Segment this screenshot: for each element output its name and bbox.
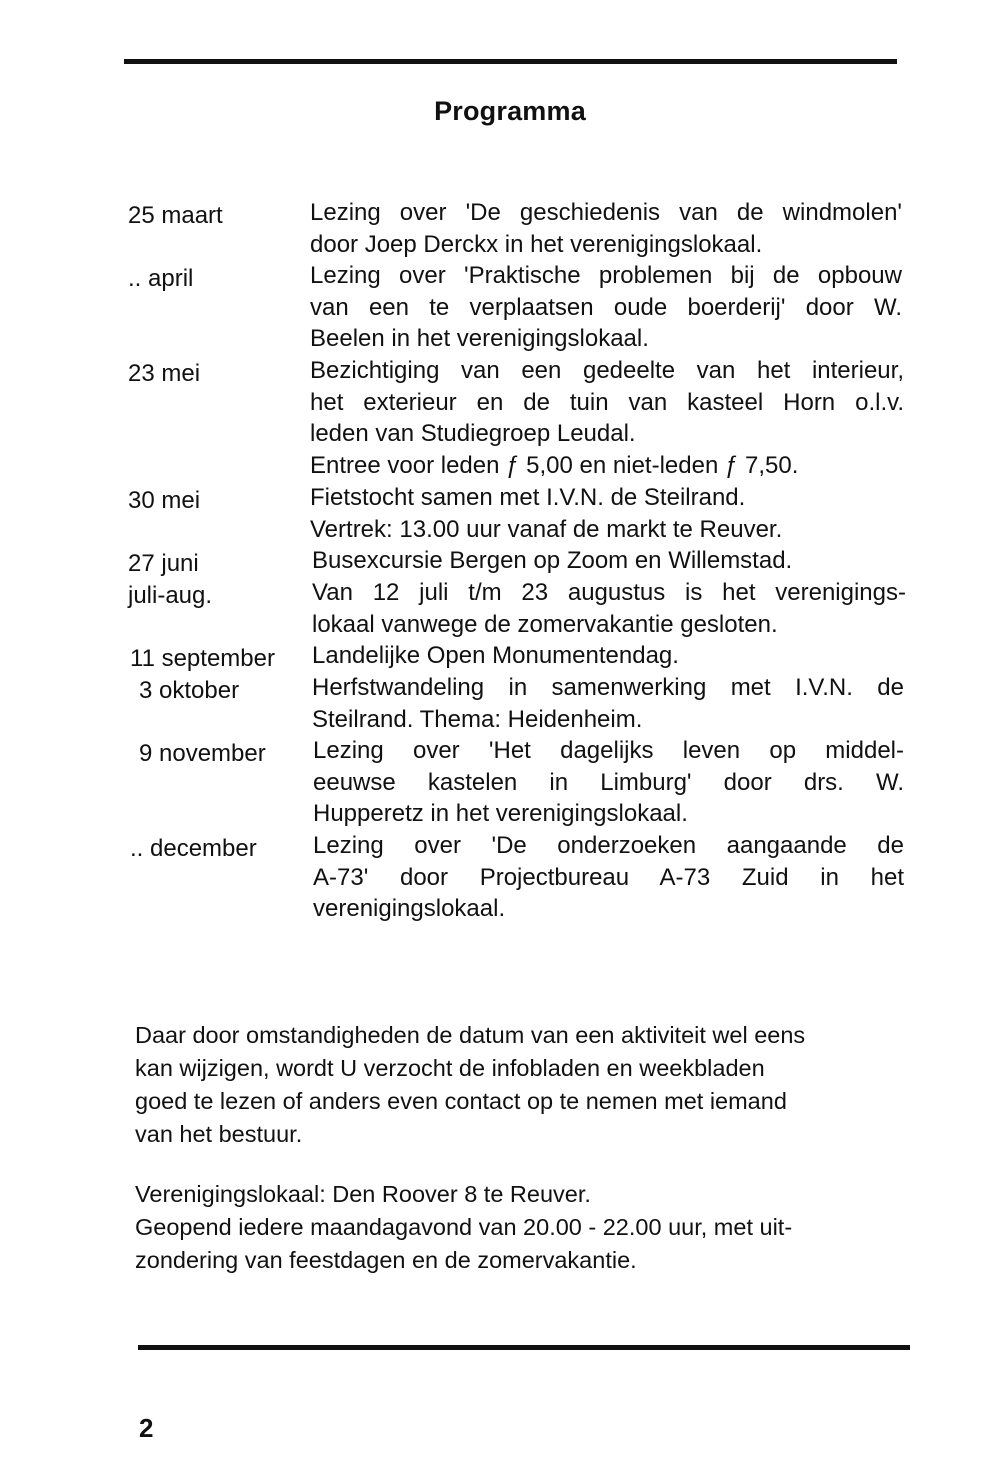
notice-line: goed te lezen of anders even contact op te nemen met iemand [135, 1088, 787, 1114]
schedule-description [312, 672, 904, 735]
schedule-description [310, 260, 902, 355]
schedule-date: 3 oktober [139, 677, 240, 704]
description-line: Vertrek: 13.00 uur vanaf de markt te Reuver. [310, 515, 783, 543]
schedule-date: juli-aug. [128, 582, 213, 609]
description-line: Entree voor leden ƒ 5,00 en niet-leden ƒ 7,50. [310, 451, 799, 479]
description-line: Busexcursie Bergen op Zoom en Willemstad. [312, 547, 793, 574]
schedule-date: 25 maart [128, 202, 223, 229]
description-line: eeuwse kastelen in Limburg' door drs. W. [313, 768, 904, 796]
description-line: Bezichtiging van een gedeelte van het interieur, [310, 357, 904, 384]
description-line: van een te verplaatsen oude boerderij' door W. [310, 293, 902, 321]
schedule-description [312, 577, 906, 640]
location-line: Verenigingslokaal: Den Roover 8 te Reuver. [135, 1181, 591, 1207]
notice-line: van het bestuur. [135, 1121, 303, 1147]
schedule-description [313, 735, 904, 830]
schedule-description [310, 197, 902, 260]
description-line: Van 12 juli t/m 23 augustus is het verenigings- [312, 579, 906, 606]
description-line: Fietstocht samen met I.V.N. de Steilrand. [310, 484, 746, 511]
schedule-description [313, 830, 904, 925]
location-line: Geopend iedere maandagavond van 20.00 - 22.00 uur, met uit- [135, 1214, 793, 1240]
schedule-date: 23 mei [128, 360, 201, 387]
schedule-description [310, 355, 904, 481]
schedule-description [312, 640, 906, 672]
description-line: Lezing over 'De geschiedenis van de windmolen' [310, 199, 902, 226]
description-line: verenigingslokaal. [313, 895, 506, 922]
description-line: door Joep Derckx in het verenigingslokaal. [310, 230, 763, 258]
schedule-date: 9 november [139, 740, 266, 767]
notice-line: kan wijzigen, wordt U verzocht de infobladen en weekbladen [135, 1055, 765, 1081]
description-line: leden van Studiegroep Leudal. [310, 420, 636, 447]
schedule-date: 11 september [130, 645, 275, 672]
description-line: Lezing over 'Praktische problemen bij de opbouw [310, 262, 902, 289]
top-rule [124, 59, 897, 64]
schedule-description [312, 545, 906, 577]
description-line: Beelen in het verenigingslokaal. [310, 325, 649, 352]
schedule-date: .. april [128, 265, 194, 292]
schedule-date: .. december [130, 835, 257, 862]
description-line: het exterieur en de tuin van kasteel Horn o.l.v. [310, 388, 904, 416]
description-line: Steilrand. Thema: Heidenheim. [312, 705, 643, 733]
notice-paragraph [135, 1019, 805, 1151]
notice-line: Daar door omstandigheden de datum van een aktiviteit wel eens [135, 1022, 806, 1048]
location-paragraph [135, 1178, 792, 1277]
schedule-date: 27 juni [128, 550, 199, 577]
description-line: lokaal vanwege de zomervakantie gesloten. [312, 610, 778, 638]
description-line: A-73' door Projectbureau A-73 Zuid in het [313, 863, 904, 891]
schedule-description [310, 482, 904, 545]
description-line: Landelijke Open Monumentendag. [312, 642, 679, 669]
schedule-date: 30 mei [128, 487, 201, 514]
bottom-rule [138, 1345, 910, 1350]
description-line: Hupperetz in het verenigingslokaal. [313, 800, 688, 827]
description-line: Lezing over 'De onderzoeken aangaande de [313, 832, 904, 859]
description-line: Herfstwandeling in samenwerking met I.V.N. de [312, 674, 904, 701]
description-line: Lezing over 'Het dagelijks leven op middel- [313, 737, 904, 764]
page-number: 2 [139, 1413, 154, 1443]
location-line: zondering van feestdagen en de zomervakantie. [135, 1247, 637, 1273]
page-title: Programma [434, 96, 586, 126]
